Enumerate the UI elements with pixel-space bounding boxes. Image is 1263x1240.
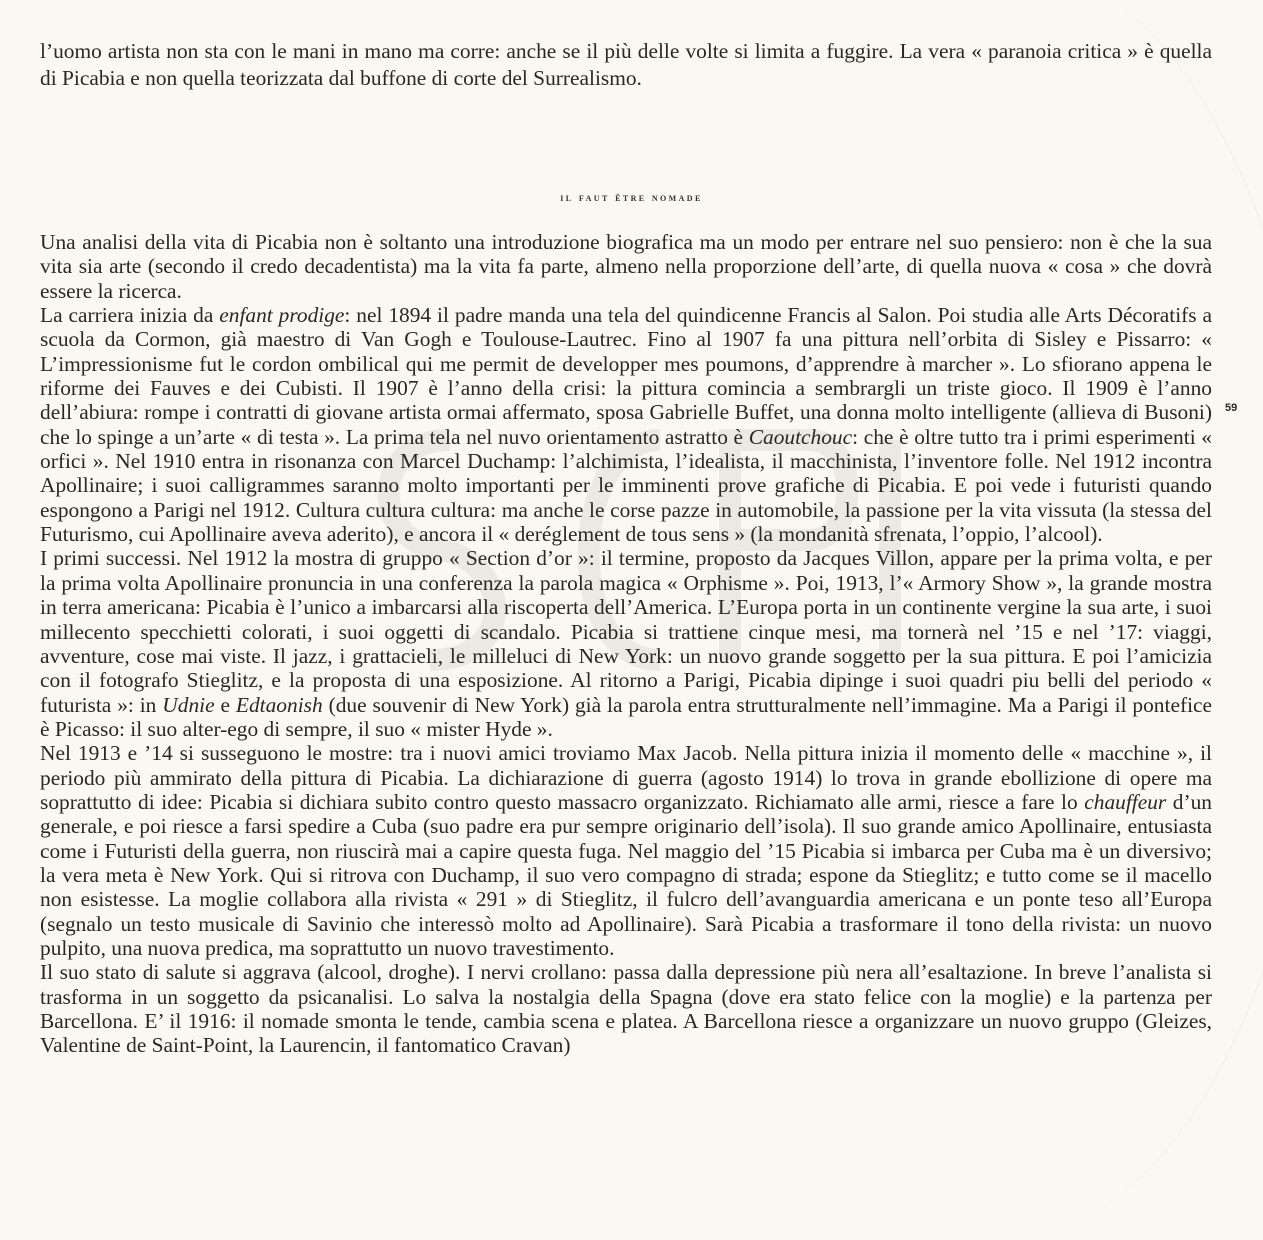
paragraph: La carriera inizia da enfant prodige: nel 1894 il padre manda una tela del quindicenne Francis al Salon. Poi studia alle Arts Décoratifs a scuola da Cormon, già maestro di Van Gogh e Toulouse-Lautrec. Fino al 1907 fa una pittura nell’orbita di Sisley e Pissarro: « L’impressionisme fut le cordon ombilical qui me permit de developper mes poumons, d’apprendre à marcher ». Lo sfiorano appena le riforme dei Fauves e dei Cubisti. Il 1907 è l’anno della crisi: la pittura comincia a sembrargli un triste gioco. Il 1909 è l’anno dell’abiura: rompe i contratti di giovane artista ormai affermato, sposa Gabrielle Buffet, una donna molto intelligente (allieva di Busoni) che lo spinge a un’arte « di testa ». La prima tela nel nuvo orientamento astratto è Caoutchouc: che è oltre tutto tra i primi esperimenti « orfici ». Nel 1910 entra in risonanza con Marcel Duchamp: l’alchimista, l’idealista, il macchinista, l’inventore folle. Nel 1912 incontra Apollinaire; i suoi calligrammes saranno molto importanti per le imminenti prove grafiche di Picabia. E poi vede i futuristi quando espongono a Parigi nel 1912. Cultura cultura cultura: ma anche le corse pazze in automobile, la passione per la vita vissuta (la stessa del Futurismo, cui Apollinaire aveva aderito), e ancora il « deréglement de tous sens » (la mondanità sfrenata, l’oppio, l’alcool). — [40, 303, 1213, 547]
paragraph: Nel 1913 e ’14 si susseguono le mostre: tra i nuovi amici troviamo Max Jacob. Nella pittura inizia il momento delle « macchine », il periodo più ammirato della pittura di Picabia. La dichiarazione di guerra (agosto 1914) lo trova in grande ebollizione di opere ma soprattutto di idee: Picabia si dichiara subito contro questo massacro organizzato. Richiamato alle armi, riesce a fare lo chauffeur d’un generale, e poi riesce a farsi spedire a Cuba (suo padre era pur sempre originario dell’isola). Il suo grande amico Apollinaire, entusiasta come i Futuristi della guerra, non riuscirà mai a capire questa fuga. Nel maggio del ’15 Picabia si imbarca per Cuba ma è un diversivo; la vera meta è New York. Qui si ritrova con Duchamp, il suo vero compagno di strada; espone da Stieglitz; e tutto come se il macello non esistesse. La moglie collabora alla rivista « 291 » di Stieglitz, il fulcro dell’avanguardia americana e un ponte teso all’Europa (segnalo un testo musicale di Savinio che interessò molto ad Apollinaire). Sarà Picabia a trasformare il tono della rivista: un nuovo pulpito, una nuova predica, ma soprattutto un nuovo travestimento. — [40, 741, 1213, 960]
section-title: il faut être nomade — [560, 190, 703, 204]
paragraph: I primi successi. Nel 1912 la mostra di gruppo « Section d’or »: il termine, proposto da Jacques Villon, appare per la prima volta, e per la prima volta Apollinaire pronuncia in una conferenza la parola magica « Orphisme ». Poi, 1913, l’« Armory Show », la grande mostra in terra americana: Picabia è l’unico a imbarcarsi alla riscoperta dell’America. L’Europa porta in un continente vergine la sua arte, i suoi millecento specchietti colorati, i suoi oggetti di scandalo. Picabia si trattiene cinque mesi, ma tornerà nel ’15 e nel ’17: viaggi, avventure, cose mai viste. Il jazz, i grattacieli, le milleluci di New York: un nuovo grande soggetto per la sua pittura. E poi l’amicizia con il fotografo Stieglitz, e la proposta di una esposizione. Al ritorno a Parigi, Picabia dipinge i suoi quadri piu belli del periodo « futurista »: in Udnie e Edtaonish (due souvenir di New York) già la parola entra strutturalmente nell’immagine. Ma a Parigi il pontefice è Picasso: il suo alter-ego di sempre, il suo « mister Hyde ». — [40, 546, 1212, 741]
page-number: 59 — [1225, 402, 1238, 414]
paragraph: Il suo stato di salute si aggrava (alcool, droghe). I nervi crollano: passa dalla depressione più nera all’esaltazione. In breve l’analista si trasforma in un soggetto da psicanalisi. Lo salva la nostalgia della Spagna (dove era stato felice con la moglie) e la partenza per Barcellona. E’ il 1916: il nomade smonta le tende, cambia scena e platea. A Barcellona riesce a organizzare un nuovo gruppo (Gleizes, Valentine de Saint-Point, la Laurencin, il fantomatico Cravan) — [40, 960, 1212, 1058]
paragraph: Una analisi della vita di Picabia non è soltanto una introduzione biografica ma un modo per entrare nel suo pensiero: non è che la sua vita sia arte (secondo il credo decadentista) ma la vita fa parte, almeno nella proporzione dell’arte, di quella nuova « cosa » che dovrà essere la ricerca. — [40, 230, 1212, 303]
body-text — [40, 230, 1212, 1058]
intro-paragraph: l’uomo artista non sta con le mani in mano ma corre: anche se il più delle volte si limita a fuggire. La vera « paranoia critica » è quella di Picabia e non quella teorizzata dal buffone di corte del Surrealismo. — [40, 39, 1212, 90]
